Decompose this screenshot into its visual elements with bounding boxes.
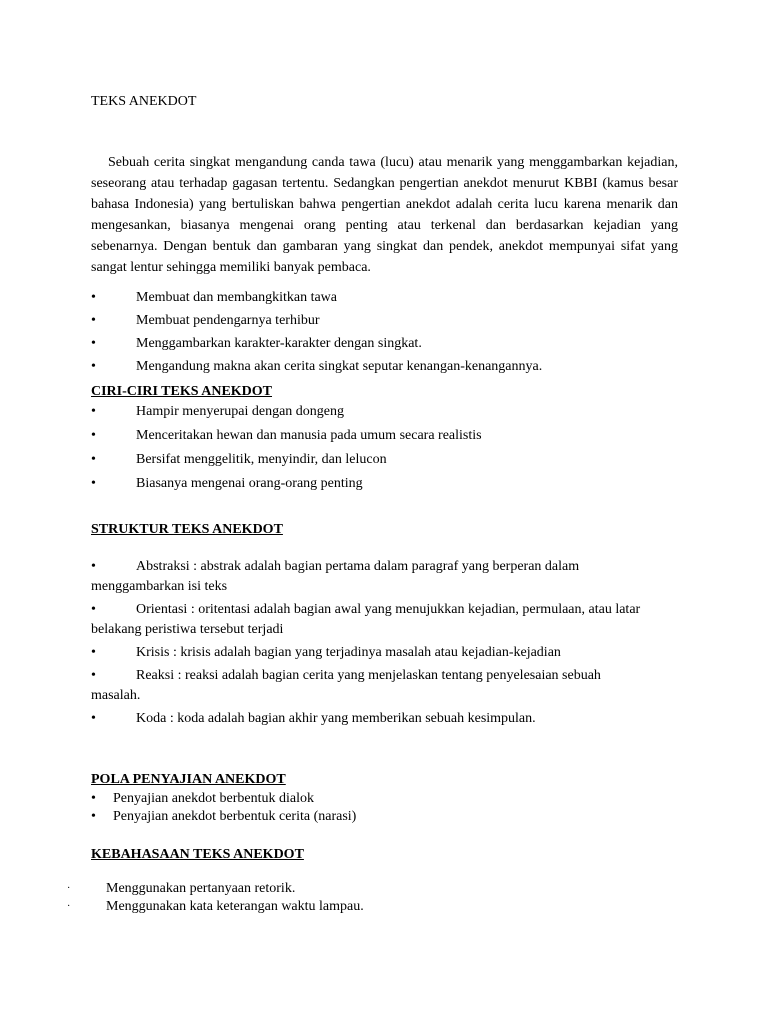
- bullet-icon: •: [91, 404, 96, 419]
- bullet-icon: •: [91, 313, 96, 328]
- kebahasaan-heading: KEBAHASAAN TEKS ANEKDOT: [91, 847, 304, 862]
- list-item: [91, 643, 651, 663]
- bullet-icon: •: [91, 428, 96, 443]
- struktur-list: [91, 557, 651, 732]
- bullet-icon: •: [91, 559, 96, 574]
- list-item-text: Menggunakan kata keterangan waktu lampau.: [106, 899, 364, 914]
- list-item-text: Hampir menyerupai dengan dongeng: [136, 404, 344, 419]
- bullet-icon: •: [91, 668, 96, 683]
- kebahasaan-list: [67, 880, 364, 916]
- page-title: TEKS ANEKDOT: [91, 94, 197, 109]
- pola-list: [91, 790, 356, 826]
- bullet-icon: •: [91, 809, 96, 824]
- list-item: [91, 808, 356, 826]
- purpose-list: [91, 289, 542, 381]
- bullet-icon: •: [91, 290, 96, 305]
- bullet-icon: •: [91, 336, 96, 351]
- list-item-text: Membuat pendengarnya terhibur: [136, 313, 320, 328]
- list-item: [91, 600, 651, 640]
- list-item-text: Menggambarkan karakter-karakter dengan singkat.: [136, 336, 422, 351]
- list-item: [91, 403, 482, 427]
- bullet-icon: ·: [67, 883, 71, 894]
- list-item-text: Biasanya mengenai orang-orang penting: [136, 476, 363, 491]
- ciri-list: [91, 403, 482, 499]
- bullet-icon: •: [91, 645, 96, 660]
- list-item-text: Reaksi : reaksi adalah bagian cerita yang menjelaskan tentang penyelesaian sebuah masalah.: [91, 668, 601, 703]
- list-item: [91, 709, 651, 729]
- bullet-icon: •: [91, 452, 96, 467]
- bullet-icon: •: [91, 602, 96, 617]
- list-item-text: Orientasi : oritentasi adalah bagian awal yang menujukkan kejadian, permulaan, atau latar belakang peristiwa tersebut terjadi: [91, 602, 641, 637]
- list-item-text: Menceritakan hewan dan manusia pada umum secara realistis: [136, 428, 482, 443]
- list-item-text: Penyajian anekdot berbentuk cerita (narasi): [113, 809, 357, 824]
- list-item-text: Bersifat menggelitik, menyindir, dan lelucon: [136, 452, 387, 467]
- pola-heading: POLA PENYAJIAN ANEKDOT: [91, 772, 286, 787]
- list-item-text: Mengandung makna akan cerita singkat seputar kenangan-kenangannya.: [136, 359, 543, 374]
- list-item-text: Membuat dan membangkitkan tawa: [136, 290, 337, 305]
- list-item-text: Koda : koda adalah bagian akhir yang memberikan sebuah kesimpulan.: [136, 711, 536, 726]
- list-item-text: Krisis : krisis adalah bagian yang terjadinya masalah atau kejadian-kejadian: [136, 645, 561, 660]
- list-item: [91, 427, 482, 451]
- bullet-icon: •: [91, 711, 96, 726]
- list-item: [91, 358, 542, 381]
- bullet-icon: ·: [67, 901, 71, 912]
- list-item: [91, 475, 482, 499]
- intro-paragraph: Sebuah cerita singkat mengandung canda tawa (lucu) atau menarik yang menggambarkan kejadian, seseorang atau terhadap gagasan tertentu. Sedangkan pengertian anekdot menurut KBBI (kamus besar bahasa Indonesia) yang bertuliskan bahwa pengertian anekdot adalah cerita lucu karena menarik dan mengesankan, biasanya mengenai orang penting atau terkenal dan berdasarkan kejadian yang sebenarnya. Dengan bentuk dan gambaran yang singkat dan pendek, anekdot mempunyai sifat yang sangat lentur sehingga memiliki banyak pembaca.: [91, 155, 678, 275]
- list-item: [91, 335, 542, 358]
- list-item-text: Menggunakan pertanyaan retorik.: [106, 881, 296, 896]
- bullet-icon: •: [91, 476, 96, 491]
- list-item: [67, 898, 364, 916]
- struktur-heading: STRUKTUR TEKS ANEKDOT: [91, 522, 283, 537]
- list-item: [91, 289, 542, 312]
- list-item: [91, 790, 356, 808]
- list-item: [91, 312, 542, 335]
- list-item: [91, 666, 651, 706]
- bullet-icon: •: [91, 359, 96, 374]
- list-item-text: Abstraksi : abstrak adalah bagian pertama dalam paragraf yang berperan dalam menggambarkan isi teks: [91, 559, 580, 594]
- list-item-text: Penyajian anekdot berbentuk dialok: [113, 791, 314, 806]
- list-item: [91, 451, 482, 475]
- ciri-heading: CIRI-CIRI TEKS ANEKDOT: [91, 384, 273, 399]
- bullet-icon: •: [91, 791, 96, 806]
- list-item: [91, 557, 651, 597]
- list-item: [67, 880, 364, 898]
